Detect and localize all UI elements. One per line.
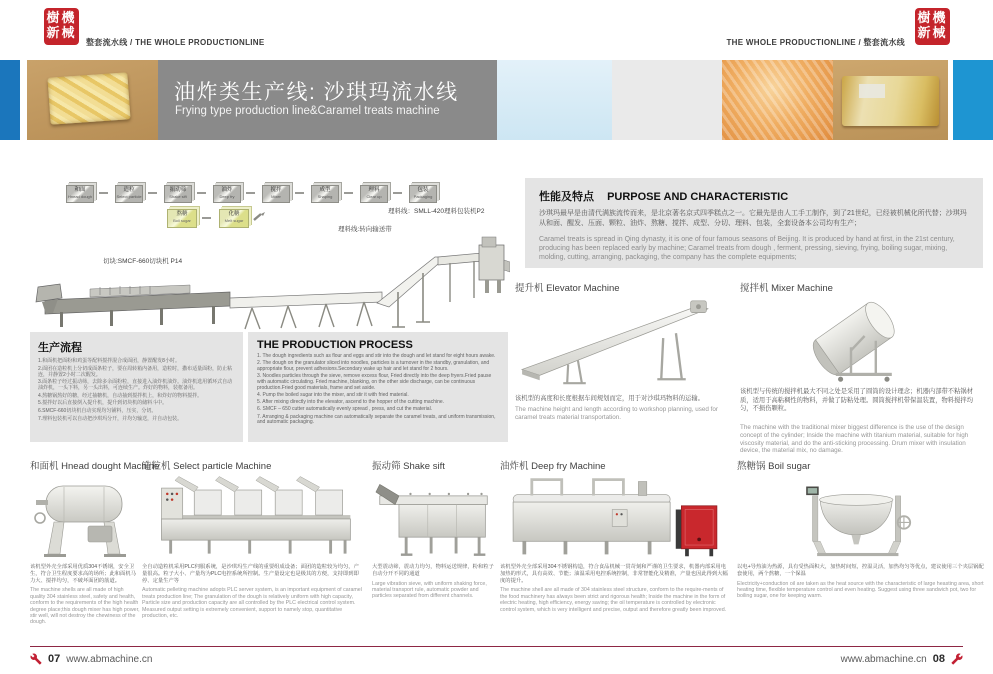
banner-lightblue-block bbox=[497, 60, 612, 140]
wrench-icon bbox=[30, 653, 42, 665]
mixer-section-title: 搅拌机 Mixer Machine bbox=[740, 283, 833, 294]
diagram-label-cutter: 切块:SMCF-660切块机 P14 bbox=[103, 258, 183, 265]
flow-substep-melt-sugar bbox=[219, 209, 249, 228]
flow-step-arrange bbox=[360, 185, 388, 203]
particle-machine-image bbox=[148, 474, 360, 560]
flow-step-label-en: Deep fry bbox=[219, 194, 235, 199]
flow-step-mix bbox=[262, 185, 290, 203]
flow-step-particle bbox=[115, 185, 143, 203]
process-item: 6.SMCF-660切块机自动实现均匀铺料，压实，分切。 bbox=[38, 407, 157, 414]
process-section-zh bbox=[30, 332, 243, 442]
flow-step-label-zh: 包装 bbox=[417, 187, 429, 193]
elevator-desc-zh: 该机型的高度和长度根据车间规划而定，用于对沙琪玛物料的运输。 bbox=[515, 395, 704, 402]
company-seal-logo-left bbox=[44, 8, 79, 45]
flow-connector bbox=[246, 192, 255, 194]
flow-step-label-en: Shake sift bbox=[169, 194, 187, 199]
purpose-title-zh: 性能及特点 bbox=[539, 191, 594, 203]
diagram-label-turn-conveyor: 理料线:转向输送带 bbox=[338, 226, 392, 233]
process-title-en: THE PRODUCTION PROCESS bbox=[257, 339, 413, 351]
flow-substep-boil-sugar bbox=[167, 209, 197, 228]
banner-lightgray-block bbox=[612, 60, 722, 140]
flow-connector bbox=[197, 192, 206, 194]
process-item: 3. Noodles particles through the sieve, remove excess flour, Fried directly into the deep fryers.Fried pause with automatic circulating. Fried machine, blanking, on the other side discharge, can be continuous production.Fried good materials, frame and set aside. bbox=[257, 373, 492, 391]
process-item: 6. SMCF – 650 cutter automatically evenly spread , press, and cut the material. bbox=[257, 406, 433, 413]
flow-step-label-en: Select particle bbox=[116, 194, 142, 199]
flow-substep-label-en: Boil sugar bbox=[173, 218, 191, 223]
flow-substep-label-zh: 熬糖 bbox=[176, 211, 188, 217]
diagram-label-packer: 理料线：SMLL-420理料包装机P2 bbox=[388, 208, 485, 215]
flow-step-label-zh: 振动筛 bbox=[169, 187, 187, 193]
flow-step-label-en: Packaging bbox=[413, 194, 433, 199]
sift-desc-en: Large vibration sieve, with uniform shaking force, material transport rule, automatic powder and particles separated from different channels. bbox=[372, 580, 487, 600]
flow-connector bbox=[99, 192, 108, 194]
dough-section-title: 和面机 Hnead dought Machine bbox=[30, 461, 160, 472]
dough-desc-en: The machine shells are all made of high quality 304 stainless steel, safety and health, conform to the requirements of the high health degree place;this dough mixer has high power, stir well, will not destroy the chewiness of the dough. bbox=[30, 587, 140, 626]
particle-desc-en: Automatic pelleting machine adopts PLC server system, is an important equipment of caramel treats production line; The granulation of the dough is relatively uniform with high capacity, Particle size and production capacity are all controlled by the PLC electrical control system. Measured output setting is extremely convenient, support to namely stop, quantitative production, etc. bbox=[142, 587, 362, 620]
flow-connector bbox=[202, 217, 211, 219]
particle-section-title: 造粒机 Select particle Machine bbox=[142, 461, 272, 472]
title-banner bbox=[158, 60, 497, 140]
sugar-machine-image bbox=[782, 474, 932, 560]
header-tagline-left: 整套流水线 / THE WHOLE PRODUCTIONLINE bbox=[86, 38, 265, 47]
website-url-right: www.abmachine.cn bbox=[840, 653, 927, 665]
flow-step-fry bbox=[213, 185, 241, 203]
process-section-en bbox=[248, 332, 508, 442]
flow-connector bbox=[393, 192, 402, 194]
process-list-en bbox=[257, 354, 499, 426]
process-item: 2. The dough on the granulator sliced into noodles, particles is a turnover in the standby, granulation, and appropriate flour, prevent adhesions.Secondary wake up hair and let stand for 2 hours. bbox=[257, 360, 490, 372]
process-list-zh bbox=[38, 358, 235, 422]
page-title: 油炸类生产线: 沙琪玛流水线 bbox=[174, 81, 459, 104]
purpose-title bbox=[539, 188, 969, 204]
footer-rule bbox=[30, 646, 963, 647]
particle-desc-zh: 全自动造粒机采用PLC伺服系统，是沙琪玛生产线的重要组成设备；面团的造粒较为均匀，产量很高。粒子大小、产量均为PLC电控系统所控制。生产量设定也是极其的方便，支持即到即停、定量生产等 bbox=[142, 564, 359, 584]
flow-step-sift bbox=[164, 185, 192, 203]
flow-step-label-zh: 造粒 bbox=[123, 187, 135, 193]
fry-machine-image bbox=[500, 474, 730, 560]
flow-step-label-zh: 油炸 bbox=[221, 187, 233, 193]
page-subtitle: Frying type production line&Caramel treats machine bbox=[175, 105, 440, 117]
flow-step-knead bbox=[66, 185, 94, 203]
sift-desc bbox=[372, 564, 496, 600]
fry-section-title: 油炸机 Deep fry Machine bbox=[500, 461, 606, 472]
flow-step-label-en: Mixer bbox=[271, 194, 281, 199]
website-url-left: www.abmachine.cn bbox=[66, 653, 153, 665]
banner-blue-block-left bbox=[0, 60, 20, 140]
flow-step-label-en: Clear up bbox=[366, 194, 382, 199]
company-seal-logo-right bbox=[915, 8, 950, 45]
dough-machine-image bbox=[30, 474, 140, 560]
flow-step-pack bbox=[409, 185, 437, 203]
mixer-desc-zh: 该机型与传统的搅拌机最大不同之处是采用了圆筒的设计理念；机器内部带不粘锅材质，适用于高粘稠性的物料，并做了防粘处理。圆筒搅拌机带保温装置，物料搅拌均匀，不损伤颗粒。 bbox=[740, 388, 973, 412]
process-item: 1.和面机把面粉和鸡蛋等配料搅拌混合成面团，静置醒发8小时。 bbox=[38, 358, 180, 364]
flow-step-label-en: Hnead dough bbox=[67, 194, 93, 199]
package-label bbox=[859, 84, 885, 98]
elevator-machine-image bbox=[515, 293, 733, 391]
seal-chars-row1: 樹機 bbox=[917, 11, 948, 26]
caramel-treat-shape bbox=[47, 72, 130, 124]
flow-step-label-zh: 理料 bbox=[368, 187, 380, 193]
sugar-desc-zh: 以电+导热油为热源，具有受热面积大，加热时间短，控温灵活，加热均匀等优点，建议使用三个夹层锅配套使用，两个熬糖，一个保温 bbox=[737, 564, 984, 577]
fry-desc-en: The machine shell are all made of 304 stainless steel structure, conform to the require-ments of the food machinery has always been strict and rigorous health; Inside the machine in the form of electric heating, high efficiency, energy saving; the oil temperature is controlled by electronic control system, which is very intelligent and precise, output and therefore greatly been improved. bbox=[500, 587, 727, 613]
mixer-machine-image bbox=[760, 288, 950, 384]
process-item: 7. Arranging & packaging machine can automatically separate the caramel treats, and uniform transmission, and automatic packaging. bbox=[257, 413, 496, 426]
particle-desc bbox=[142, 564, 364, 619]
seal-chars-row1: 樹機 bbox=[46, 11, 77, 26]
flow-connector bbox=[148, 192, 157, 194]
process-item: 7.理料包装机可以自动把沙琪玛分开，并均匀输送，并自动包装。 bbox=[38, 415, 183, 422]
elevator-desc-en: The machine height and length according to workshop planning, used for caramel treats material transportation. bbox=[515, 406, 719, 421]
pencil-icon bbox=[252, 210, 266, 222]
footer-left bbox=[30, 653, 152, 665]
process-item: 2.面团在造粒机上分切成面条粒子，要在周转箱内备用，造粒时，撒布适量面粉，防止粘连，并静置2小时二次醒发。 bbox=[38, 365, 233, 378]
sift-desc-zh: 大型震动筛，震动力均匀，物料运送规律，粉和粒子自动分开不同的通道 bbox=[372, 564, 494, 577]
process-item: 4. Pump the boiled sugar into the mixer, and stir it with fried material. bbox=[257, 391, 409, 398]
package-shape bbox=[842, 76, 939, 126]
purpose-body-en: Caramel treats is spread in Qing dynasty, it is one of four famous seasons of Beijing. It is produced by hand at first, in the 21st century, producing has been replaced early by machine; Caramel treats from dough , ferment, pressing, sieving, frying, boiling sugar, mixing, molding, cutting, arranging, packaging, the company has the complete equipments; bbox=[539, 236, 955, 261]
flow-connector bbox=[344, 192, 353, 194]
process-item: 3.面条粒子经过振动筛，去除多余面粉粒，直接进入油炸机油炸。油炸机选用循环式自动油炸机，一头下料，另一头出料，可连续生产。炸好的物料，装框备用。 bbox=[38, 379, 233, 392]
sift-section-title: 振动筛 Shake sift bbox=[372, 461, 445, 472]
seal-chars-row2: 新械 bbox=[917, 25, 948, 41]
wrench-icon bbox=[951, 653, 963, 665]
banner-blue-block-right bbox=[953, 60, 993, 140]
page-number-left: 07 bbox=[48, 653, 61, 665]
sift-machine-image bbox=[374, 474, 494, 560]
sugar-desc-en: Electricity+conduction oil are taken as the heat source with the characteristic of large heasting area, short heating time, flexible temperature control and even heating. Suggest using three sandwich pot, two for boiling sugar, one for keeping warm. bbox=[737, 580, 984, 600]
fry-desc bbox=[500, 564, 730, 613]
process-item: 5.搅拌好以后直接倒入提升机，提升到切块机的储料斗中。 bbox=[38, 400, 168, 407]
photo-treat-closeup bbox=[722, 60, 833, 140]
purpose-section bbox=[525, 178, 983, 268]
photo-packaged-product bbox=[833, 60, 948, 140]
treat-texture bbox=[722, 60, 833, 140]
photo-caramel-treat bbox=[27, 60, 158, 140]
dough-desc bbox=[30, 564, 140, 626]
flow-substep-label-en: Melt sugar bbox=[224, 218, 244, 223]
mixer-desc-en: The machine with the traditional mixer biggest difference is the use of the design concept of the cylinder; Inside the machine with titanium material, suitable for high viscosity material, and do the anti-sticking processing. Drum mixer with insulation device, the material mix, no damage. bbox=[740, 424, 969, 455]
flow-connector bbox=[295, 192, 304, 194]
sugar-desc bbox=[737, 564, 985, 600]
purpose-title-en: PURPOSE AND CHARACTERISTIC bbox=[607, 191, 789, 203]
flow-step-label-zh: 和面 bbox=[74, 187, 86, 193]
elevator-section-title: 提升机 Elevator Machine bbox=[515, 283, 620, 294]
fry-desc-zh: 该机型外壳全部采用304不锈钢构造，符合食品机械一贯苛刻和严谨的卫生要求，机器内部采用电加热的形式，具有高效、节能；油温采用电控系统控制，非常智能化及精准，产量也因此得到大幅度的提升。 bbox=[500, 564, 728, 584]
process-item: 1. The dough ingredients such as flour and eggs and stir into the dough and let stand for eight hours awake. bbox=[257, 353, 496, 359]
sugar-section-title: 熬糖锅 Boil sugar bbox=[737, 461, 811, 472]
process-title-zh: 生产流程 bbox=[38, 342, 82, 354]
process-item: 4.熬糖锅熬好的糖，经过抽糖机，自动抽到搅拌机上，和炸好的物料搅拌。 bbox=[38, 392, 203, 399]
flow-step-label-en: Shaping bbox=[317, 194, 333, 199]
production-line-illustration bbox=[30, 232, 510, 335]
flow-step-label-zh: 成型 bbox=[319, 187, 331, 193]
flow-substep-label-zh: 化糖 bbox=[228, 211, 240, 217]
header-tagline-right: THE WHOLE PRODUCTIONLINE / 整套流水线 bbox=[726, 38, 905, 47]
dough-desc-zh: 该机型外壳全部采用优质304不锈钢，安全卫生，符合卫生程度要求高的场所；此和面机马力大、搅拌均匀，不破坏面团的筋道。 bbox=[30, 564, 136, 584]
purpose-body-zh: 沙琪玛最早是由清代满族流传而来，是北京著名京式四季糕点之一。它最先是由人工手工制作，到了21世纪，已经被机械化所代替；沙琪玛从和面、醒发、压面、颗粒、油炸、熬糖、搅拌、成型、分切、理料、包装，全套设备本公司均有生产； bbox=[539, 210, 967, 227]
seal-chars-row2: 新械 bbox=[46, 25, 77, 41]
footer-right bbox=[841, 653, 963, 665]
flow-step-shape bbox=[311, 185, 339, 203]
page-number-right: 08 bbox=[932, 653, 945, 665]
process-item: 5. After mixing directly into the elevator, ascend to the hopper of the cutting machine. bbox=[257, 399, 445, 406]
flow-step-label-zh: 搅拌 bbox=[270, 187, 282, 193]
